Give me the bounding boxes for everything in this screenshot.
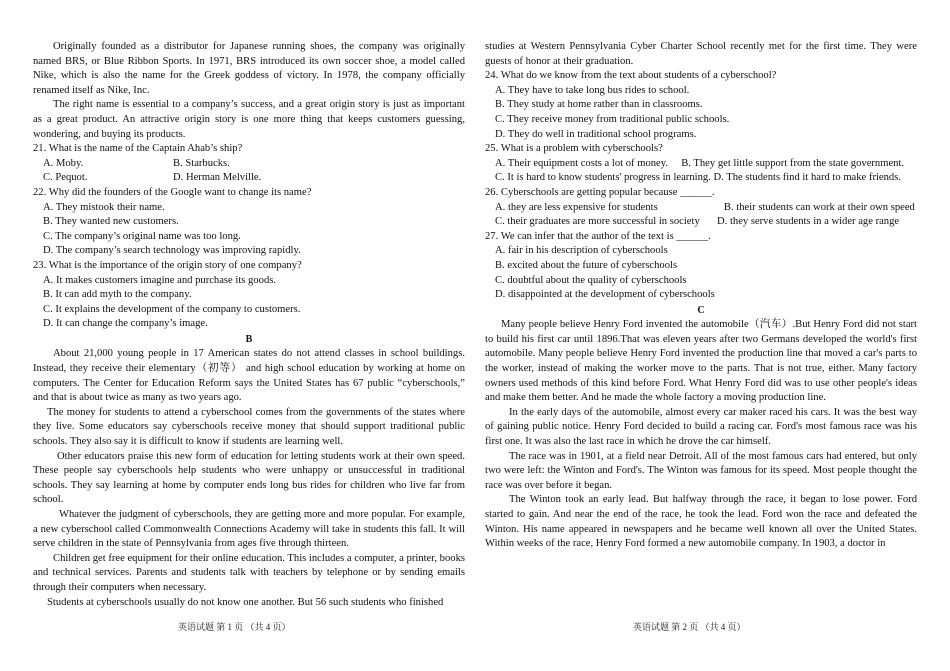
origin-story-paragraph: The right name is essential to a company’s success, and a great origin story is just as important as a great product. An attractive origin story is one more thing that keeps customers guessing, wondering, and buying its products. [33,99,465,140]
option-21c: C. Pequot. [43,172,88,184]
question-22: 22. Why did the founders of the Google want to change its name? [33,186,312,198]
option-27a: A. fair in his description of cyberschools [495,245,668,257]
cyberschool-paragraph-2: The money for students to attend a cyberschool comes from the governments of the states where they live. Some educators say cyberschools receive money that should support traditional public schools. They also say it is difficult to know if students are learning well. [33,406,465,448]
question-27: 27. We can infer that the author of the text is ______. [485,230,711,242]
page-footer-left: 英语试题 第 1 页 （共 4 页） [178,622,291,632]
option-24b: B. They study at home rather than in classrooms. [495,99,703,111]
option-24d: D. They do well in traditional school programs. [495,128,697,140]
option-22d: D. The company’s search technology was improving rapidly. [43,245,301,257]
question-21-options-ab [33,157,465,172]
option-21a: A. Moby. [43,157,84,169]
question-24: 24. What do we know from the text about students of a cyberschool? [485,70,777,82]
options-25ab: A. Their equipment costs a lot of money. B. They get little support from the state government. [495,157,905,169]
cyberschool-paragraph-1: About 21,000 young people in 17 American states do not attend classes in school buildings. Instead, they receive their elementary（初等） and high school education by working at home on computers. The Center for Education Reform says the United States has 67 public “cyberschools,” and that is about twice as many as two years ago. [33,348,465,404]
option-22a: A. They mistook their name. [43,201,165,213]
cyberschool-continuation: studies at Western Pennsylvania Cyber Charter School recently met for the first time. They were guests of honor at their graduation. [485,41,917,67]
option-27c: C. doubtful about the quality of cyberschools [495,274,687,286]
question-23: 23. What is the importance of the origin story of one company? [33,259,302,271]
question-26: 26. Cyberschools are getting popular because ______. [485,186,715,198]
question-25: 25. What is a problem with cyberschools? [485,143,663,155]
options-26cd [485,215,917,230]
cyberschool-paragraph-3: Other educators praise this new form of education for letting students work at their own speed. These people say cyberschools help students who were unhappy or unsuccessful in traditional schools. They say learning at home by computer ends long bus rides for children who live far from school. [33,450,465,506]
option-21b: B. Starbucks. [173,157,230,169]
ford-paragraph-3: The race was in 1901, at a field near Detroit. All of the most famous cars had entered, but only two were left: the Winton and Ford's. The Winton was famous for its speed. Most people thought the race was over before it began. [485,450,917,491]
left-column [33,40,465,610]
ford-paragraph-1: Many people believe Henry Ford invented the automobile（汽车）.But Henry Ford did not start to build his first car until 1896.That was eleven years after two Germans developed the world's first automobile. Many people believe Henry Ford invented the production line that moved a car's parts to the worker, instead of making the worker move to the parts. That is not true, either. Many factory owners used methods of this kind before Ford. What Henry Ford did was to use other people's ideas and make them better. And he made the whole factory a moving production line. [485,319,917,404]
option-23d: D. It can change the company’s image. [43,318,208,330]
ford-paragraph-2: In the early days of the automobile, almost every car maker raced his cars. It was the best way of gaining public notice. Henry Ford decided to build a racing car. Ford's most famous race was his first one. It was also the last race in which he drove the car himself. [485,406,917,448]
option-22b: B. They wanted new customers. [43,216,179,228]
option-23c: C. It explains the development of the company to customers. [43,303,301,315]
question-21-options-cd [33,171,465,186]
option-23b: B. It can add myth to the company. [43,289,192,301]
option-24a: A. They have to take long bus rides to school. [495,84,690,96]
option-22c: C. The company’s original name was too long. [43,230,241,242]
section-b-heading: B [245,333,253,345]
option-27d: D. disappointed at the development of cyberschools [495,289,715,301]
options-26ab: A. they are less expensive for students B. their students can work at their own speed [495,201,915,213]
nike-paragraph: Originally founded as a distributor for Japanese running shoes, the company was originally named BRS, or Blue Ribbon Sports. In 1971, BRS introduced its own soccer shoe, a model called Nike, which is also the name for the Greek goddess of victory. In 1978, the company officially renamed itself as Nike, Inc. [33,41,465,96]
page-footer-right: 英语试题 第 2 页 （共 4 页） [633,622,746,632]
cyberschool-paragraph-4: Whatever the judgment of cyberschools, they are getting more and more popular. For example, a new cyberschool called Commonwealth Connections Academy will take in students this fall. It will serve children in the state of Pennsylvania from ages five through thirteen. [33,509,465,550]
option-23a: A. It makes customers imagine and purchase its goods. [43,274,277,286]
section-c-heading: C [697,304,705,316]
option-24c: C. They receive money from traditional public schools. [495,113,730,125]
right-column [485,40,917,552]
ford-paragraph-4: The Winton took an early lead. But halfway through the race, it began to lose power. Ford started to gain. And near the end of the race, he took the lead. Ford won the race and defeated the Winton. His name appeared in newspapers and he became well known all over the United States. Within weeks of the race, Henry Ford formed a new automobile company. In 1903, a doctor in [485,494,917,550]
cyberschool-paragraph-6: Students at cyberschools usually do not know one another. But 56 such students who finished [47,596,444,608]
option-27b: B. excited about the future of cyberschools [495,259,678,271]
cyberschool-paragraph-5: Children get free equipment for their online education. This includes a computer, a printer, books and technical services. Parents and students talk with teachers by telephone or by sending emails through their computers when necessary. [33,552,465,593]
options-25cd: C. It is hard to know students' progress in learning. D. The students find it hard to make friends. [495,172,901,184]
option-26d: D. they serve students in a wider age range [717,216,900,228]
option-26c: C. their graduates are more successful in society [495,216,700,228]
option-21d: D. Herman Melville. [173,172,262,184]
question-21: 21. What is the name of the Captain Ahab’s ship? [33,143,243,155]
